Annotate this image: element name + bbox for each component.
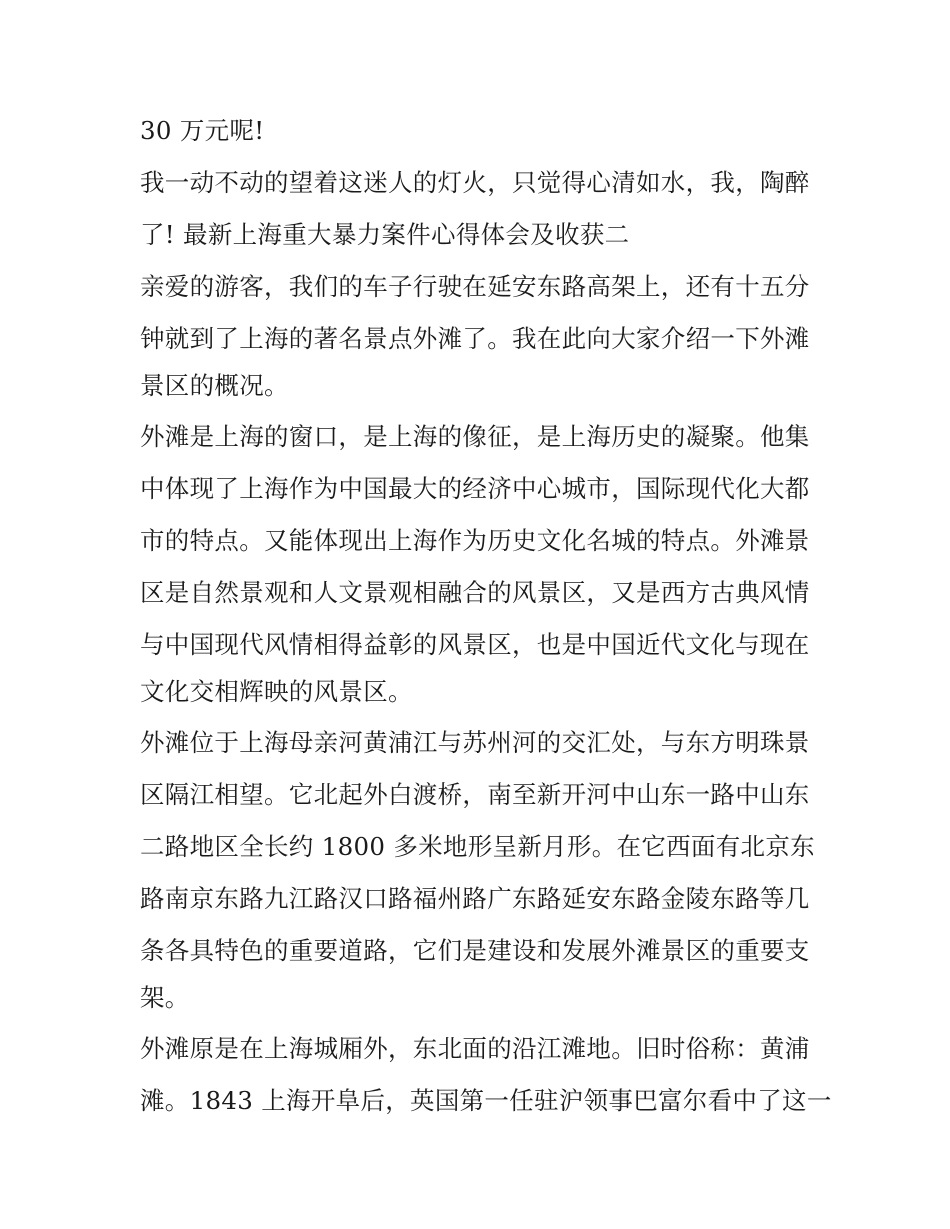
text-line: 30 万元呢! bbox=[140, 116, 265, 145]
text-line: 亲爱的游客，我们的车子行驶在延安东路高架上，还有十五分 bbox=[140, 272, 810, 301]
text-line: 文化交相辉映的风景区。 bbox=[140, 677, 413, 706]
text-line: 钟就到了上海的著名景点外滩了。我在此向大家介绍一下外滩 bbox=[140, 324, 810, 353]
text-line: 了! 最新上海重大暴力案件心得体会及收获二 bbox=[140, 220, 630, 249]
text-line: 区是自然景观和人文景观相融合的风景区，又是西方古典风情 bbox=[140, 578, 810, 607]
text-line: 条各具特色的重要道路，它们是建设和发展外滩景区的重要支 bbox=[140, 936, 810, 965]
text-line: 外滩原是在上海城厢外，东北面的沿江滩地。旧时俗称：黄浦 bbox=[140, 1034, 810, 1063]
text-line: 中体现了上海作为中国最大的经济中心城市，国际现代化大都 bbox=[140, 474, 810, 503]
text-line: 市的特点。又能体现出上海作为历史文化名城的特点。外滩景 bbox=[140, 526, 810, 555]
text-line: 我一动不动的望着这迷人的灯火，只觉得心清如水，我，陶醉 bbox=[140, 168, 810, 197]
text-line: 外滩位于上海母亲河黄浦江与苏州河的交汇处，与东方明珠景 bbox=[140, 728, 810, 757]
text-line: 路南京东路九江路汉口路福州路广东路延安东路金陵东路等几 bbox=[140, 884, 810, 913]
text-line: 二路地区全长约 1800 多米地形呈新月形。在它西面有北京东 bbox=[140, 832, 815, 861]
text-line: 滩。1843 上海开阜后，英国第一任驻沪领事巴富尔看中了这一 bbox=[140, 1086, 832, 1115]
text-line: 与中国现代风情相得益彰的风景区，也是中国近代文化与现在 bbox=[140, 630, 810, 659]
text-line: 外滩是上海的窗口，是上海的像征，是上海历史的凝聚。他集 bbox=[140, 422, 810, 451]
text-line: 区隔江相望。它北起外白渡桥，南至新开河中山东一路中山东 bbox=[140, 780, 810, 809]
text-line: 架。 bbox=[140, 983, 190, 1012]
text-line: 景区的概况。 bbox=[140, 371, 289, 400]
